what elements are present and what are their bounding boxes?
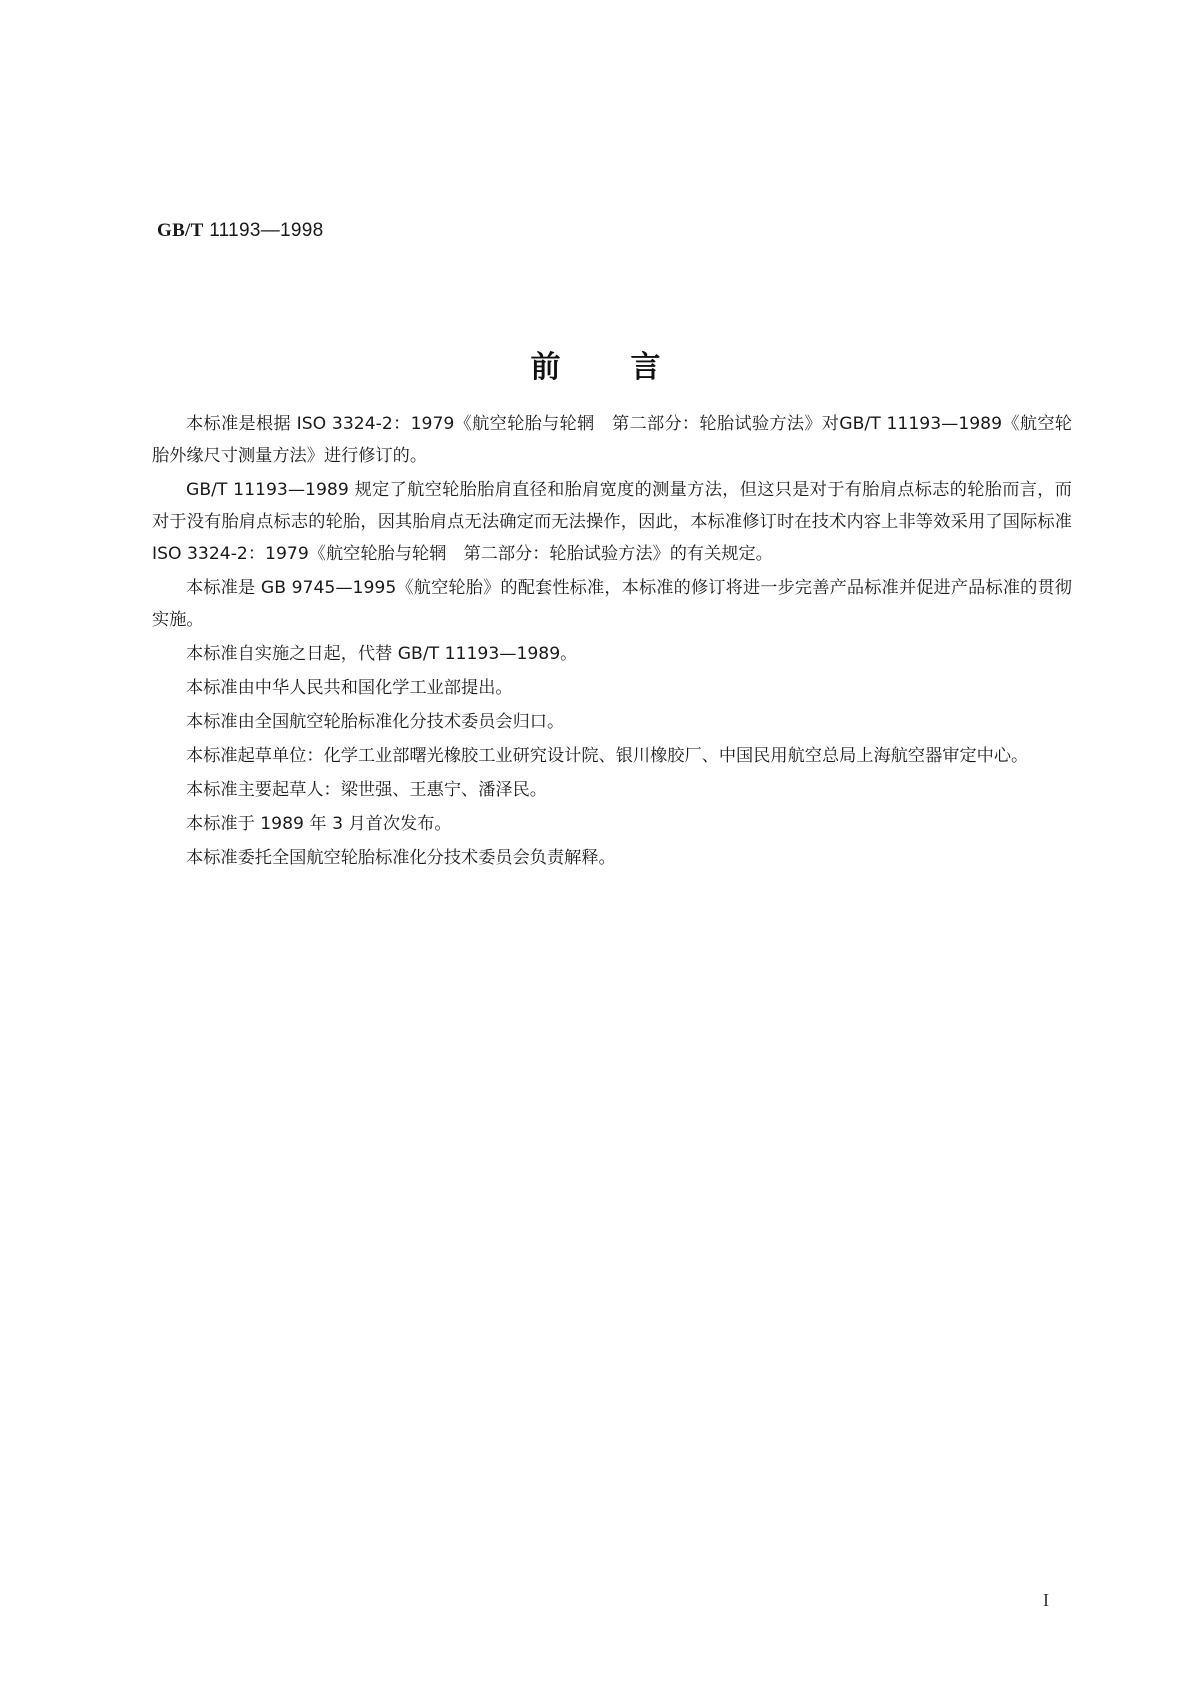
paragraph: 本标准自实施之日起，代替 GB/T 11193—1989。 — [186, 644, 578, 664]
paragraph: 本标准主要起草人：梁世强、王惠宁、潘泽民。 — [186, 780, 547, 800]
paragraph: 本标准于 1989 年 3 月首次发布。 — [186, 814, 452, 834]
paragraph: 本标准起草单位：化学工业部曙光橡胶工业研究设计院、银川橡胶厂、中国民用航空总局上海航空器审定中心。 — [186, 746, 1029, 766]
foreword-body — [152, 408, 1072, 876]
paragraph: 本标准由全国航空轮胎标准化分技术委员会归口。 — [186, 712, 565, 732]
standard-code — [157, 220, 323, 242]
standard-prefix: GB/T — [157, 220, 204, 241]
paragraph: 本标准是 GB 9745—1995《航空轮胎》的配套性标准，本标准的修订将进一步完善产品标准并促进产品标准的贯彻实施。 — [152, 578, 1072, 630]
paragraph: 本标准由中华人民共和国化学工业部提出。 — [186, 678, 513, 698]
page-title: 前言 — [530, 350, 731, 385]
paragraph: 本标准委托全国航空轮胎标准化分技术委员会负责解释。 — [186, 848, 616, 868]
page-number: I — [1043, 1590, 1049, 1610]
paragraph: 本标准是根据 ISO 3324-2：1979《航空轮胎与轮辋 第二部分：轮胎试验方法》对GB/T 11193—1989《航空轮胎外缘尺寸测量方法》进行修订的。 — [152, 414, 1072, 466]
paragraph: GB/T 11193—1989 规定了航空轮胎胎肩直径和胎肩宽度的测量方法，但这只是对于有胎肩点标志的轮胎而言，而对于没有胎肩点标志的轮胎，因其胎肩点无法确定而无法操作，因此，本标准修订时在技术内容上非等效采用了国际标准 ISO 3324-2：1979《航空轮胎与轮辋 第二部分：轮胎试验方法》的有关规定。 — [152, 480, 1072, 564]
standard-number: 11193—1998 — [203, 220, 324, 241]
